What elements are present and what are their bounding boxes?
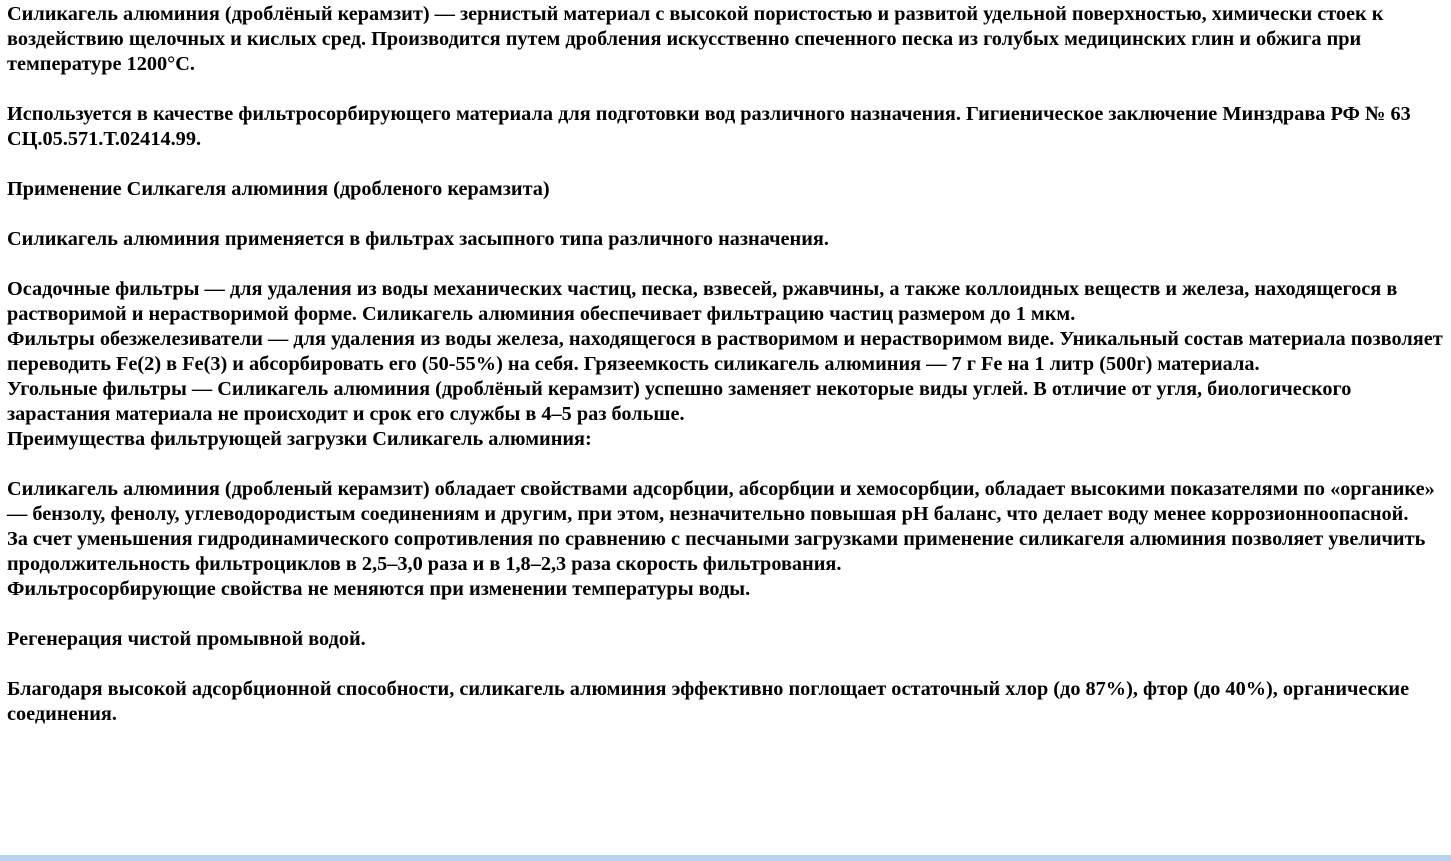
spacer	[7, 452, 1443, 477]
regeneration-paragraph: Регенерация чистой промывной водой.	[7, 628, 366, 650]
adsorption-paragraph: Благодаря высокой адсорбционной способности, силикагель алюминия эффективно поглощает остаточный хлор (до 87%), фтор (до 40%), органические соединения.	[7, 678, 1410, 725]
hydrodynamic-paragraph: За счет уменьшения гидродинамического сопротивления по сравнению с песчаными загрузками применение силикагеля алюминия позволяет увеличить продолжительность фильтроциклов в 2,5–3,0 раза и в 1,8–2,3 раза скорость фильтрования.	[7, 528, 1426, 575]
application-heading: Применение Силкагеля алюминия (дробленого керамзита)	[7, 178, 550, 200]
usage-paragraph: Используется в качестве фильтросорбирующего материала для подготовки вод различного назначения. Гигиеническое заключение Минздрава РФ № 63 СЦ.05.571.Т.02414.99.	[7, 103, 1411, 150]
iron-removal-paragraph: Фильтры обезжелезиватели — для удаления из воды железа, находящегося в растворимом и нерастворимом виде. Уникальный состав материала позволяет переводить Fe(2) в Fe(3) и абсорбировать его (50-55%) на себя. Грязеемкость силикагель алюминия — 7 г Fe на 1 литр (500г) материала.	[7, 328, 1443, 375]
spacer	[7, 652, 1443, 677]
spacer	[7, 152, 1443, 177]
document-body	[7, 2, 1443, 727]
spacer	[7, 77, 1443, 102]
sediment-filters-paragraph: Осадочные фильтры — для удаления из воды механических частиц, песка, взвесей, ржавчины, а также коллоидных веществ и железа, находящегося в растворимой и нерастворимой форме. Силикагель алюминия обеспечивает фильтрацию частиц размером до 1 мкм.	[7, 278, 1398, 325]
spacer	[7, 602, 1443, 627]
spacer	[7, 252, 1443, 277]
application-paragraph: Силикагель алюминия применяется в фильтрах засыпного типа различного назначения.	[7, 228, 829, 250]
advantages-heading: Преимущества фильтрующей загрузки Силикагель алюминия:	[7, 428, 592, 450]
intro-paragraph: Силикагель алюминия (дроблёный керамзит) — зернистый материал с высокой пористостью и развитой удельной поверхностью, химически стоек к воздействию щелочных и кислых сред. Производится путем дробления искусственно спеченного песка из голубых медицинских глин и обжига при температуре 1200°С.	[7, 3, 1384, 75]
spacer	[7, 202, 1443, 227]
carbon-filters-paragraph: Угольные фильтры — Силикагель алюминия (дроблёный керамзит) успешно заменяет некоторые виды углей. В отличие от угля, биологического зарастания материала не происходит и срок его службы в 4–5 раз больше.	[7, 378, 1352, 425]
bottom-bar	[0, 855, 1451, 861]
temperature-paragraph: Фильтросорбирующие свойства не меняются при изменении температуры воды.	[7, 578, 751, 600]
sorption-paragraph: Силикагель алюминия (дробленый керамзит) обладает свойствами адсорбции, абсорбции и хемосорбции, обладает высокими показателями по «органике» — бензолу, фенолу, углеводородистым соединениям и другим, при этом, незначительно повышая рН баланс, что делает воду менее коррозионноопасной.	[7, 478, 1435, 525]
